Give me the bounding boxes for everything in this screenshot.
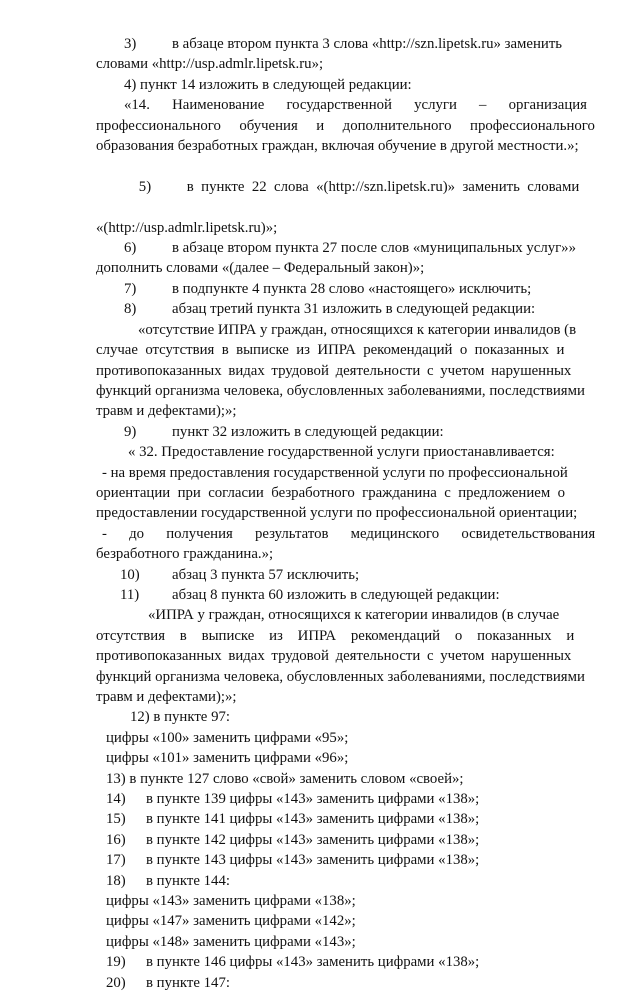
item-20 <box>96 973 596 993</box>
item-9-quote-bullet-1-line-2: ориентации при согласии безработного гражданина с предложением о <box>96 484 565 501</box>
item-9 <box>96 422 596 442</box>
item-18-sub-a: цифры «143» заменить цифрами «138»; <box>106 893 356 910</box>
item-9-quote-bullet-2-line-1: - до получения результатов медицинского освидетельствования <box>102 525 596 542</box>
item-14-text: в пункте 139 цифры «143» заменить цифрами «138»; <box>146 791 480 808</box>
item-8-number: 8) <box>124 301 137 318</box>
item-18 <box>96 871 596 891</box>
item-13: 13) в пункте 127 слово «свой» заменить словом «своей»; <box>106 770 464 787</box>
item-4-quote-line-3: образования безработных граждан, включая обучение в другой местности.»; <box>96 138 579 155</box>
item-11 <box>96 585 596 605</box>
item-12-sub-a: цифры «100» заменить цифрами «95»; <box>106 729 349 746</box>
item-8-quote-line-5: травм и дефектами);»; <box>96 403 237 420</box>
item-3-text: в абзаце втором пункта 3 слова «http://szn.lipetsk.ru» заменить <box>172 36 563 52</box>
item-5-continuation: «(http://usp.admlr.lipetsk.ru)»; <box>96 219 278 236</box>
item-15-text: в пункте 141 цифры «143» заменить цифрами «138»; <box>146 811 480 828</box>
item-5 <box>96 156 596 217</box>
item-17-number: 17) <box>106 852 126 869</box>
item-18-text: в пункте 144: <box>146 872 230 889</box>
item-11-number: 11) <box>120 586 140 603</box>
item-11-quote-line-5: травм и дефектами);»; <box>96 689 237 705</box>
item-7-text: в подпункте 4 пункта 28 слово «настоящего» исключить; <box>172 280 532 297</box>
item-3 <box>96 34 596 54</box>
item-16-number: 16) <box>106 831 126 848</box>
item-11-quote-line-1: «ИПРА у граждан, относящихся к категории инвалидов (в случае <box>148 607 560 624</box>
item-12-sub-b: цифры «101» заменить цифрами «96»; <box>106 750 349 767</box>
item-11-quote-line-4: функций организма человека, обусловленных заболеваниями, последствиями <box>96 668 585 685</box>
item-16-text: в пункте 142 цифры «143» заменить цифрами «138»; <box>146 831 480 848</box>
item-7 <box>96 279 596 299</box>
item-9-quote-bullet-2-line-2: безработного гражданина.»; <box>96 546 274 563</box>
item-8-quote-line-1: «отсутствие ИПРА у граждан, относящихся к категории инвалидов (в <box>138 321 577 338</box>
item-6-text: в абзаце втором пункта 27 после слов «муниципальных услуг»» <box>172 240 576 257</box>
item-5-number: 5) <box>138 178 152 195</box>
item-9-number: 9) <box>124 423 137 440</box>
item-10-text: абзац 3 пункта 57 исключить; <box>172 566 360 583</box>
item-6-number: 6) <box>124 240 137 257</box>
item-6 <box>96 238 596 258</box>
item-19-number: 19) <box>106 954 126 971</box>
item-8 <box>96 299 596 319</box>
item-3-number: 3) <box>124 36 137 52</box>
item-12: 12) в пункте 97: <box>130 709 230 726</box>
item-20-text: в пункте 147: <box>146 974 230 991</box>
item-19-text: в пункте 146 цифры «143» заменить цифрами «138»; <box>146 954 480 971</box>
item-9-quote-bullet-1-line-3: предоставлении государственной услуги по профессиональной ориентации; <box>96 505 578 522</box>
item-9-quote-bullet-1-line-1: - на время предоставления государственной услуги по профессиональной <box>102 464 568 481</box>
item-8-quote-line-3: противопоказанных видах трудовой деятельности с учетом нарушенных <box>96 362 572 379</box>
item-17-text: в пункте 143 цифры «143» заменить цифрами «138»; <box>146 852 480 869</box>
item-4-quote-line-1: «14. Наименование государственной услуги – организация <box>124 97 587 114</box>
item-11-quote-line-2: отсутствия в выписке из ИПРА рекомендаций о показанных и <box>96 627 575 644</box>
item-17 <box>96 850 596 870</box>
item-18-sub-c: цифры «148» заменить цифрами «143»; <box>106 933 356 950</box>
item-14 <box>96 789 596 809</box>
item-5-text: в пункте 22 слова «(http://szn.lipetsk.ru)» заменить словами <box>186 178 580 195</box>
item-10-number: 10) <box>120 566 140 583</box>
item-4-quote-line-2: профессионального обучения и дополнительного профессионального <box>96 117 595 134</box>
item-15-number: 15) <box>106 811 126 828</box>
item-9-quote-head: « 32. Предоставление государственной услуги приостанавливается: <box>128 444 555 461</box>
item-18-number: 18) <box>106 872 126 889</box>
item-3-continuation: словами «http://usp.admlr.lipetsk.ru»; <box>96 56 324 73</box>
item-18-sub-b: цифры «147» заменить цифрами «142»; <box>106 913 356 930</box>
item-15 <box>96 809 596 829</box>
item-20-number: 20) <box>106 974 126 991</box>
item-11-text: абзац 8 пункта 60 изложить в следующей редакции: <box>172 586 500 603</box>
item-6-continuation: дополнить словами «(далее – Федеральный закон)»; <box>96 260 425 277</box>
item-7-number: 7) <box>124 280 137 297</box>
item-10 <box>96 565 596 585</box>
item-4: 4) пункт 14 изложить в следующей редакции: <box>124 76 412 93</box>
item-8-quote-line-2: случае отсутствия в выписке из ИПРА рекомендаций о показанных и <box>96 342 565 359</box>
item-9-text: пункт 32 изложить в следующей редакции: <box>172 423 444 440</box>
item-11-quote-line-3: противопоказанных видах трудовой деятельности с учетом нарушенных <box>96 648 572 665</box>
item-19 <box>96 952 596 972</box>
item-14-number: 14) <box>106 791 126 808</box>
item-8-quote-line-4: функций организма человека, обусловленных заболеваниями, последствиями <box>96 382 585 399</box>
item-8-text: абзац третий пункта 31 изложить в следующей редакции: <box>172 301 536 318</box>
item-16 <box>96 830 596 850</box>
